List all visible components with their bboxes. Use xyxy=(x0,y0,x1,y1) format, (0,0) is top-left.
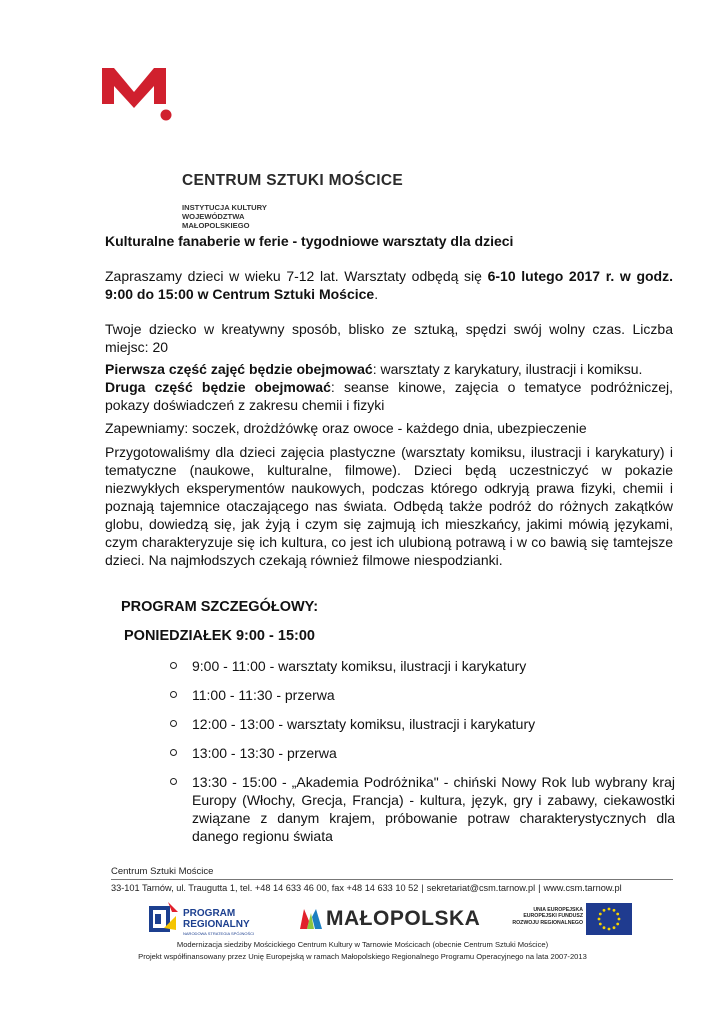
logo-subtitle: INSTYTUCJA KULTURY WOJEWÓDZTWA MAŁOPOLSKIEGO xyxy=(182,203,267,230)
page-title: Kulturalne fanaberie w ferie - tygodniowe warsztaty dla dzieci xyxy=(105,233,514,249)
footer-separator: | xyxy=(421,883,424,893)
part-two-text: : seanse kinowe, zajęcia o tematyce podróżniczej, pokazy doświadczeń z zakresu chemii i fizyki xyxy=(105,379,674,413)
schedule-item xyxy=(170,686,675,704)
eu-line3: ROZWOJU REGIONALNEGO xyxy=(512,919,583,926)
eu-line1: UNIA EUROPEJSKA xyxy=(533,907,583,913)
day-heading: PONIEDZIAŁEK 9:00 - 15:00 xyxy=(124,628,315,644)
schedule-item-text: 9:00 - 11:00 - warsztaty komiksu, ilustracji i karykatury xyxy=(192,658,527,674)
eu-logo xyxy=(505,903,631,937)
footer-separator: | xyxy=(538,883,541,893)
malopolska-text: MAŁOPOLSKA xyxy=(326,907,481,930)
intro-paragraph xyxy=(105,267,673,303)
bullet-icon xyxy=(170,720,177,727)
intro-period: . xyxy=(374,286,379,302)
schedule-item xyxy=(170,657,675,675)
intro-dates: 6-10 lutego 2017 r. w godz. 9:00 do 15:00 w Centrum Sztuki Mościce xyxy=(105,268,674,302)
part-two-label: Druga część będzie obejmować xyxy=(105,379,331,395)
footer-divider xyxy=(111,879,673,880)
footer-website[interactable]: www.csm.tarnow.pl xyxy=(543,883,622,893)
schedule-list xyxy=(170,657,675,856)
schedule-item-text: 11:00 - 11:30 - przerwa xyxy=(192,687,335,703)
eu-text xyxy=(505,907,583,926)
program-line1: PROGRAM xyxy=(183,908,236,919)
footer-address: 33-101 Tarnów, ul. Traugutta 1, tel. +48 14 633 46 00, fax +48 14 633 10 52 xyxy=(111,883,419,893)
malopolska-logo xyxy=(298,905,481,935)
parts-paragraph xyxy=(105,360,673,414)
program-line3: NARODOWA STRATEGIA SPÓJNOŚCI xyxy=(183,931,255,936)
eu-line2: EUROPEJSKI FUNDUSZ xyxy=(523,913,583,920)
fine-print-modernization: Modernizacja siedziby Mościckiego Centrum Kultury w Tarnowie Mościcach (obecnie Centrum Sztuki Mościce) xyxy=(176,940,549,949)
program-regionalny-logo xyxy=(146,900,256,940)
logo-name: CENTRUM SZTUKI MOŚCICE xyxy=(182,172,404,189)
footer-contact xyxy=(111,883,622,893)
intro-text: Zapraszamy dzieci w wieku 7-12 lat. Warsztaty odbędą się xyxy=(105,268,488,284)
description-paragraph: Przygotowaliśmy dla dzieci zajęcia plastyczne (warsztaty komiksu, ilustracji i karykatury) i tematyczne (naukowe, kulturalne, filmowe). Dzieci będą uczestniczyć w pokazie niezwykłych eksperymentów naukowych, podczas którego odkryją prawa fizyki, chemii i poznają tajemnice otaczającego nas świata. Odbędą także podróż do różnych zakątków globu, dowiedzą się, jak żyją i czym się zajmują ich mieszkańcy, jakimi mówią językami, czym charakteryzuje się ich kultura, co jest ich ulubioną potrawą i w co bawią się tamtejsze dzieci. Na najmłodszych czekają również filmowe niespodzianki. xyxy=(105,444,673,568)
schedule-item-text: 13:00 - 13:30 - przerwa xyxy=(192,745,337,761)
fine-print-cofinancing: Projekt współfinansowany przez Unię Europejską w ramach Małopolskiego Regionalnego Programu Operacyjnego na lata 2007-2013 xyxy=(138,952,587,961)
program-heading: PROGRAM SZCZEGÓŁOWY: xyxy=(121,599,319,615)
creative-paragraph: Twoje dziecko w kreatywny sposób, blisko ze sztuką, spędzi swój wolny czas. Liczba miejsc: 20 xyxy=(105,321,673,355)
part-one-text: : warsztaty z karykatury, ilustracji i komiksu. xyxy=(372,361,643,377)
footer-org-name: Centrum Sztuki Mościce xyxy=(111,866,214,877)
eu-flag-icon xyxy=(586,903,632,935)
bullet-icon xyxy=(170,749,177,756)
program-regionalny-icon xyxy=(146,900,180,938)
bullet-icon xyxy=(170,778,177,785)
provisions-paragraph: Zapewniamy: soczek, drożdżówkę oraz owoce - każdego dnia, ubezpieczenie xyxy=(105,420,587,436)
program-line2: REGIONALNY xyxy=(183,919,250,930)
m-logo-icon xyxy=(100,66,180,126)
bullet-icon xyxy=(170,662,177,669)
footer-email[interactable]: sekretariat@csm.tarnow.pl xyxy=(426,883,536,893)
schedule-item xyxy=(170,773,675,845)
bullet-icon xyxy=(170,691,177,698)
csm-logo xyxy=(100,66,404,230)
schedule-item-text: 13:30 - 15:00 - „Akademia Podróżnika" - chiński Nowy Rok lub wybrany kraj Europy (Włochy, Grecja, Francja) - kultura, język, gry i zabawy, ciekawostki związane z danym krajem, próbowanie potraw charakterystycznych dla danego regionu świata xyxy=(192,774,675,844)
schedule-item xyxy=(170,744,675,762)
schedule-item-text: 12:00 - 13:00 - warsztaty komiksu, ilustracji i karykatury xyxy=(192,716,536,732)
schedule-item xyxy=(170,715,675,733)
part-one-label: Pierwsza część zajęć będzie obejmować xyxy=(105,361,373,377)
malopolska-icon xyxy=(298,905,324,931)
